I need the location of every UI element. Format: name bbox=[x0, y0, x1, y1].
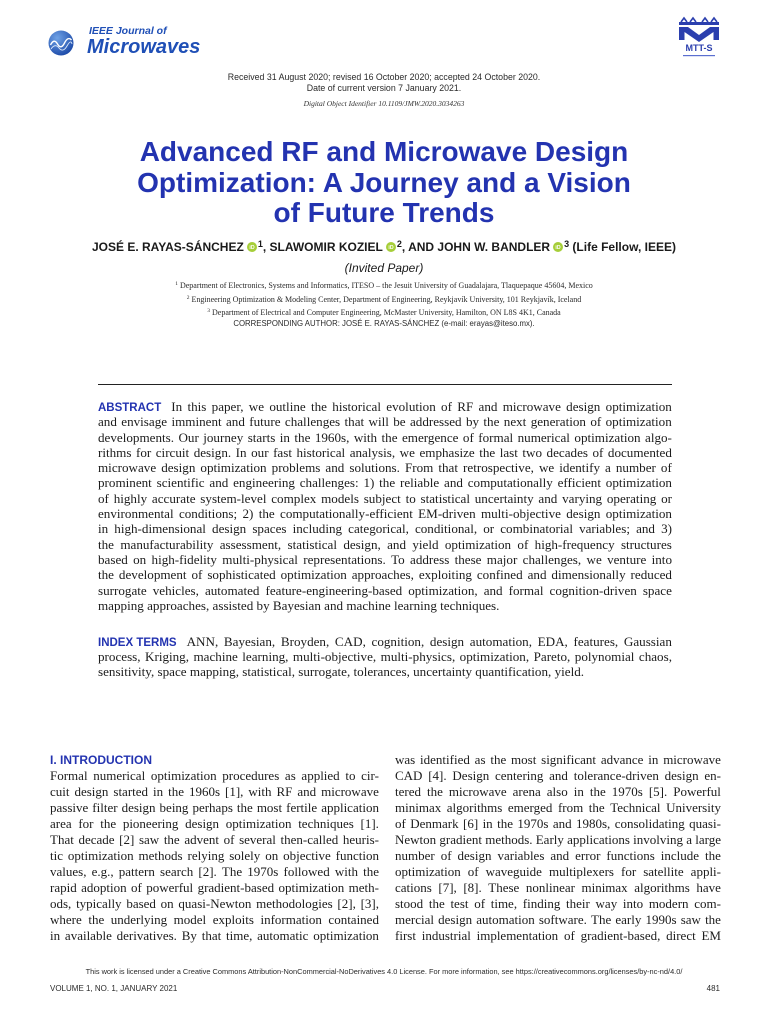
abstract-line: rithms for circuit design. In our fast historical analysis, we emphasize the last two decades of documented bbox=[98, 444, 672, 460]
received-dates: Received 31 August 2020; revised 16 October 2020; accepted 24 October 2020. bbox=[227, 72, 541, 82]
body-line: area for the pioneering design optimization techniques [1]. bbox=[50, 816, 379, 831]
journal-globe-graphic bbox=[48, 30, 74, 56]
abstract-line: based on high-fidelity multi-physical representations. To address these major challenges, we venture into bbox=[98, 551, 672, 567]
affiliation-number: 2 bbox=[186, 294, 190, 301]
abstract-line: the manufacturability assessment, statistical design, and yield optimization of high-frequency structures bbox=[98, 536, 672, 552]
affiliation-line bbox=[0, 280, 768, 294]
abstract-first-line bbox=[98, 399, 672, 414]
mtt-s-logo-graphic bbox=[674, 16, 724, 60]
abstract-line: of highly accurate system-level complex models subject to statistical uncertainty and varying operating or bbox=[98, 490, 672, 506]
body-column-left bbox=[50, 768, 379, 944]
index-terms bbox=[98, 634, 672, 680]
journal-globe-icon bbox=[48, 30, 74, 56]
title-line: Advanced RF and Microwave Design bbox=[139, 136, 629, 167]
author-name: JOHN W. BANDLER bbox=[437, 240, 551, 254]
affiliations bbox=[0, 280, 768, 321]
title-line: of Future Trends bbox=[273, 197, 495, 228]
license-notice: This work is licensed under a Creative Commons Attribution-NonCommercial-NoDerivatives 4.0 License. For more information, see https://creativecommons.org/licenses/by-nc-nd/4.0/ bbox=[85, 967, 683, 976]
index-terms-line: sensitivity, space mapping, statistical, surrogate, tolerances, uncertainty quantification, yield. bbox=[98, 664, 585, 680]
section-divider bbox=[98, 384, 672, 385]
index-terms-label: INDEX TERMS bbox=[98, 636, 177, 649]
body-line: That decade [2] saw the advent of several then-called heuris- bbox=[50, 832, 379, 847]
author-name: JOSÉ E. RAYAS-SÁNCHEZ bbox=[91, 240, 244, 254]
corresponding-author: CORRESPONDING AUTHOR: JOSÉ E. RAYAS-SÁNCHEZ (e-mail: erayas@iteso.mx). bbox=[233, 319, 535, 328]
abstract-line: In this paper, we outline the historical evolution of RF and microwave design optimization bbox=[171, 399, 672, 414]
body-line: CAD [4]. Design centering and tolerance-driven design en- bbox=[395, 768, 721, 783]
section-heading: I. INTRODUCTION bbox=[50, 753, 152, 767]
abstract-line: mapping approaches, assisted by Bayesian and machine learning techniques. bbox=[98, 597, 500, 613]
abstract-label: ABSTRACT bbox=[98, 402, 162, 414]
orcid-icon bbox=[553, 242, 563, 252]
abstract-line: prominent scientific and engineering challenges: 1) the reliable and computationally efficient optimization bbox=[98, 475, 672, 491]
paper-type: (Invited Paper) bbox=[344, 261, 424, 275]
mtt-s-logo bbox=[674, 16, 724, 60]
body-line: tered the microwave arena also in the 1970s [5]. Powerful bbox=[395, 784, 721, 799]
body-line: mercial design automation software. The early 1990s saw the bbox=[395, 912, 721, 927]
affiliation-mark: 2 bbox=[396, 239, 402, 249]
abstract-line: the development of sophisticated optimization approaches, exploiting confined and dimensionally reduced bbox=[98, 567, 672, 583]
page-number: 481 bbox=[706, 984, 720, 993]
abstract-line: surrogate vehicles, automated feature-engineering-based optimization, and formal cognition-driven space bbox=[98, 582, 672, 598]
body-line: was identified as the most significant advance in microwave bbox=[395, 752, 721, 767]
author-separator: , AND bbox=[401, 240, 438, 254]
abstract-line: microwave design optimization problems and solutions. From that retrospective, we identify a number of bbox=[98, 460, 672, 476]
index-terms-first-line bbox=[98, 634, 672, 649]
body-line: cuit design started in the 1960s [1], with RF and microwave bbox=[50, 784, 379, 799]
abstract-line: developments. Our journey starts in the 1960s, with the emergence of formal numerical optimization algo- bbox=[98, 429, 672, 445]
orcid-icon-lettering: iD bbox=[555, 244, 561, 251]
body-line: Newton gradient methods. Early applications involving a large bbox=[395, 832, 721, 847]
body-line: optimization of waveguide multiplexers for satellite appli- bbox=[395, 864, 721, 879]
orcid-icon bbox=[386, 242, 396, 252]
journal-prefix: IEEE Journal of bbox=[89, 25, 167, 37]
author-suffix: (Life Fellow, IEEE) bbox=[569, 240, 676, 254]
body-line: values, e.g., pattern search [2]. The 1970s followed with the bbox=[50, 864, 379, 879]
index-terms-line: ANN, Bayesian, Broyden, CAD, cognition, design automation, EDA, features, Gaussian bbox=[186, 633, 672, 649]
body-line: tic optimization methods relying solely on objective function bbox=[50, 848, 379, 863]
affiliation-mark: 3 bbox=[564, 239, 570, 249]
paper-title bbox=[0, 137, 768, 229]
body-line: where the underlying model exploits information contained bbox=[50, 912, 379, 927]
affiliation-text: Department of Electrical and Computer Engineering, McMaster University, Hamilton, ON L8S 4K1, Canada bbox=[212, 308, 561, 317]
body-line: minimax algorithms emerged from the Technical University bbox=[395, 800, 721, 815]
affiliation-number: 1 bbox=[175, 281, 178, 287]
body-line: stood the test of time, finding their way into modern com- bbox=[395, 896, 721, 911]
body-line: ods, typically based on quasi-Newton methodologies [2], [3], bbox=[50, 896, 379, 911]
body-line: Formal numerical optimization procedures as applied to cir- bbox=[50, 768, 379, 783]
volume-info: VOLUME 1, NO. 1, JANUARY 2021 bbox=[50, 984, 178, 993]
author-list bbox=[0, 240, 768, 255]
journal-name: Microwaves bbox=[87, 36, 201, 58]
orcid-icon-lettering: iD bbox=[388, 244, 394, 251]
affiliation-text: Engineering Optimization & Modeling Center, Department of Engineering, Reykjavík University, 101 Reykjavík, Iceland bbox=[191, 294, 582, 304]
affiliation-text: Department of Electronics, Systems and Informatics, ITESO – the Jesuit University of Guadalajara, Tlaquepaque 45604, Mexico bbox=[179, 281, 593, 290]
abstract bbox=[98, 399, 672, 613]
abstract-line: environmental conditions; 2) the computationally-efficient EM-driven multi-objective design optimization bbox=[98, 506, 672, 522]
orcid-icon-lettering: iD bbox=[249, 244, 255, 251]
body-line: of Denmark [6] in the 1970s and 1980s, consolidating quasi- bbox=[395, 816, 721, 831]
mtt-s-logo-lettering: MTT-S bbox=[685, 43, 713, 53]
affiliation-number: 3 bbox=[207, 308, 210, 314]
affiliation-line bbox=[0, 294, 768, 308]
abstract-line: and envisage imminent and future challenges that will be addressed by the next generation of optimization bbox=[98, 414, 672, 430]
orcid-icon bbox=[247, 242, 257, 252]
body-line: cations [7], [8]. These nonlinear minimax algorithms have bbox=[395, 880, 721, 895]
body-line: in available derivatives. By that time, automatic optimization bbox=[50, 928, 379, 943]
affiliation-mark: 1 bbox=[257, 239, 263, 249]
index-terms-line: process, Kriging, machine learning, multi-objective, multi-physics, optimization, Pareto, polynomial chaos, bbox=[98, 648, 672, 664]
body-line: passive filter design being perhaps the most fertile application bbox=[50, 800, 379, 815]
author-separator: , bbox=[262, 240, 270, 254]
body-line: number of design variables and error functions include the bbox=[395, 848, 721, 863]
title-line: Optimization: A Journey and a Vision bbox=[137, 166, 631, 198]
body-line: first industrial implementation of gradient-based, direct EM bbox=[395, 928, 721, 943]
doi: Digital Object Identifier 10.1109/JMW.2020.3034263 bbox=[303, 99, 465, 108]
abstract-line: in high-dimensional design spaces including categorical, conditional, or combinatorial variables; and 3) bbox=[98, 521, 672, 537]
body-column-right bbox=[395, 752, 721, 944]
body-line: rapid adoption of powerful gradient-based optimization meth- bbox=[50, 880, 379, 895]
current-version-date: Date of current version 7 January 2021. bbox=[306, 83, 462, 93]
author-name: SLAWOMIR KOZIEL bbox=[269, 240, 383, 254]
